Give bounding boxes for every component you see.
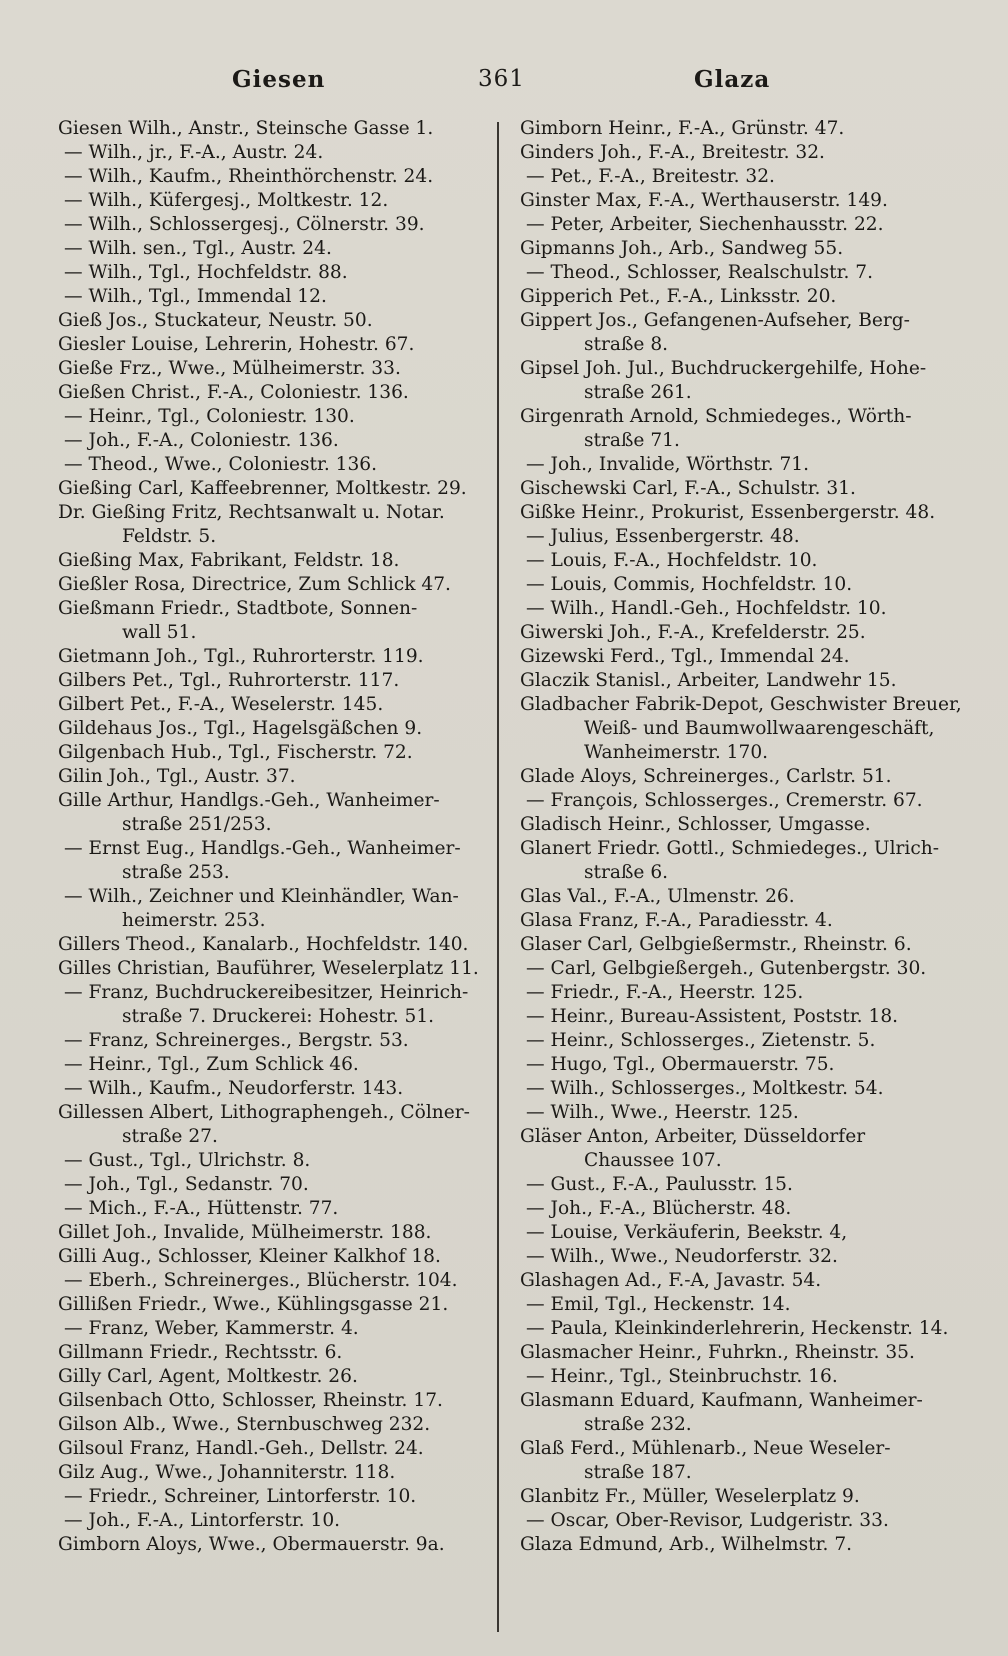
directory-entry-line: Gilles Christian, Bauführer, Weselerplatz 11. <box>58 958 479 979</box>
directory-entry-line: — Wilh., Handl.-Geh., Hochfeldstr. 10. <box>526 598 887 619</box>
directory-entry-line: Ginders Joh., F.-A., Breitestr. 32. <box>520 142 825 163</box>
directory-entry-line: Ginster Max, F.-A., Werthauserstr. 149. <box>520 190 888 211</box>
directory-entry-line: straße 7. Druckerei: Hohestr. 51. <box>122 1006 435 1027</box>
directory-entry-line: Gimborn Aloys, Wwe., Obermauerstr. 9a. <box>58 1534 445 1555</box>
directory-entry-line: straße 251/253. <box>122 814 272 835</box>
directory-entry-line: Glas Val., F.-A., Ulmenstr. 26. <box>520 886 795 907</box>
directory-entry-line: Giesen Wilh., Anstr., Steinsche Gasse 1. <box>58 118 434 139</box>
directory-entry-line: straße 6. <box>584 862 669 883</box>
directory-entry-line: Gilin Joh., Tgl., Austr. 37. <box>58 766 296 787</box>
directory-entry-line: — Wilh., Wwe., Neudorferstr. 32. <box>526 1246 838 1267</box>
directory-entry-line: — Louis, Commis, Hochfeldstr. 10. <box>526 574 853 595</box>
directory-entry-line: — Heinr., Tgl., Coloniestr. 130. <box>64 406 355 427</box>
directory-entry-line: — Carl, Gelbgießergeh., Gutenbergstr. 30. <box>526 958 927 979</box>
directory-entry-line: Gildehaus Jos., Tgl., Hagelsgäßchen 9. <box>58 718 423 739</box>
directory-entry-line: Glade Aloys, Schreinerges., Carlstr. 51. <box>520 766 892 787</box>
directory-entry-line: Gipmanns Joh., Arb., Sandweg 55. <box>520 238 844 259</box>
directory-entry-line: Glasmann Eduard, Kaufmann, Wanheimer- <box>520 1390 923 1411</box>
directory-entry-line: Gilsenbach Otto, Schlosser, Rheinstr. 17. <box>58 1390 443 1411</box>
directory-entry-line: Gillet Joh., Invalide, Mülheimerstr. 188. <box>58 1222 432 1243</box>
directory-entry-line: Gilgenbach Hub., Tgl., Fischerstr. 72. <box>58 742 413 763</box>
directory-entry-line: Gießmann Friedr., Stadtbote, Sonnen- <box>58 598 418 619</box>
directory-entry-line: — Gust., Tgl., Ulrichstr. 8. <box>64 1150 311 1171</box>
directory-entry-line: wall 51. <box>122 622 197 643</box>
directory-entry-line: Gilly Carl, Agent, Moltkestr. 26. <box>58 1366 358 1387</box>
directory-entry-line: — François, Schlosserges., Cremerstr. 67. <box>526 790 923 811</box>
directory-entry-line: — Gust., F.-A., Paulusstr. 15. <box>526 1174 793 1195</box>
directory-entry-line: Dr. Gießing Fritz, Rechtsanwalt u. Notar. <box>58 502 445 523</box>
directory-entry-line: Wanheimerstr. 170. <box>584 742 769 763</box>
directory-entry-line: Feldstr. 5. <box>122 526 217 547</box>
directory-entry-line: — Heinr., Schlosserges., Zietenstr. 5. <box>526 1030 876 1051</box>
directory-entry-line: Glanert Friedr. Gottl., Schmiedeges., Ulrich- <box>520 838 940 859</box>
directory-entry-line: Glaser Carl, Gelbgießermstr., Rheinstr. 6. <box>520 934 912 955</box>
directory-entry-line: Gilbert Pet., F.-A., Weselerstr. 145. <box>58 694 384 715</box>
directory-entry-line: — Pet., F.-A., Breitestr. 32. <box>526 166 775 187</box>
directory-entry-line: Glaß Ferd., Mühlenarb., Neue Weseler- <box>520 1438 891 1459</box>
directory-entry-line: — Ernst Eug., Handlgs.-Geh., Wanheimer- <box>64 838 461 859</box>
directory-entry-line: Gille Arthur, Handlgs.-Geh., Wanheimer- <box>58 790 440 811</box>
left-column <box>58 117 490 1557</box>
directory-entry-line: — Hugo, Tgl., Obermauerstr. 75. <box>526 1054 835 1075</box>
directory-entry-line: Gilsoul Franz, Handl.-Geh., Dellstr. 24. <box>58 1438 424 1459</box>
directory-entry-line: Gieße Frz., Wwe., Mülheimerstr. 33. <box>58 358 401 379</box>
directory-entry-line: — Theod., Wwe., Coloniestr. 136. <box>64 454 378 475</box>
directory-entry-line: straße 8. <box>584 334 669 355</box>
directory-entry-line: Gilli Aug., Schlosser, Kleiner Kalkhof 18. <box>58 1246 441 1267</box>
directory-entry-line: Gipperich Pet., F.-A., Linksstr. 20. <box>520 286 837 307</box>
directory-entry-line: — Louis, F.-A., Hochfeldstr. 10. <box>526 550 818 571</box>
directory-entry-line: straße 71. <box>584 430 680 451</box>
directory-entry-line: — Paula, Kleinkinderlehrerin, Heckenstr. 14. <box>526 1318 949 1339</box>
directory-entry-line: — Heinr., Tgl., Zum Schlick 46. <box>64 1054 359 1075</box>
directory-entry-line: — Heinr., Tgl., Steinbruchstr. 16. <box>526 1366 838 1387</box>
directory-entry-line: Glasa Franz, F.-A., Paradiesstr. 4. <box>520 910 833 931</box>
right-column <box>520 117 970 1557</box>
directory-entry-line: Weiß- und Baumwollwaarengeschäft, <box>584 718 935 739</box>
directory-entry-line: Gillers Theod., Kanalarb., Hochfeldstr. 140. <box>58 934 469 955</box>
directory-entry-line: straße 27. <box>122 1126 218 1147</box>
directory-entry-line: — Joh., Tgl., Sedanstr. 70. <box>64 1174 309 1195</box>
directory-entry-line: Gladisch Heinr., Schlosser, Umgasse. <box>520 814 871 835</box>
directory-entry-line: Glanbitz Fr., Müller, Weselerplatz 9. <box>520 1486 860 1507</box>
directory-entry-line: — Julius, Essenbergerstr. 48. <box>526 526 800 547</box>
directory-entry-line: Gipsel Joh. Jul., Buchdruckergehilfe, Hohe- <box>520 358 927 379</box>
directory-entry-line: — Wilh., Tgl., Immendal 12. <box>64 286 327 307</box>
directory-entry-line: Gilbers Pet., Tgl., Ruhrorterstr. 117. <box>58 670 400 691</box>
column-divider <box>497 122 499 1632</box>
directory-entry-line: — Friedr., Schreiner, Lintorferstr. 10. <box>64 1486 417 1507</box>
directory-entry-line: — Louise, Verkäuferin, Beekstr. 4, <box>526 1222 848 1243</box>
directory-entry-line: — Wilh., Kaufm., Neudorferstr. 143. <box>64 1078 404 1099</box>
directory-entry-line: — Joh., Invalide, Wörthstr. 71. <box>526 454 810 475</box>
directory-entry-line: straße 232. <box>584 1414 692 1435</box>
directory-entry-line: heimerstr. 253. <box>122 910 266 931</box>
directory-entry-line: Gillessen Albert, Lithographengeh., Cölner- <box>58 1102 470 1123</box>
directory-entry-line: straße 261. <box>584 382 692 403</box>
directory-entry-line: — Friedr., F.-A., Heerstr. 125. <box>526 982 804 1003</box>
directory-entry-line: Gießler Rosa, Directrice, Zum Schlick 47. <box>58 574 451 595</box>
directory-entry-line: Gizewski Ferd., Tgl., Immendal 24. <box>520 646 850 667</box>
directory-entry-line: Glaza Edmund, Arb., Wilhelmstr. 7. <box>520 1534 853 1555</box>
directory-entry-line: Gieß Jos., Stuckateur, Neustr. 50. <box>58 310 373 331</box>
directory-entry-line: — Emil, Tgl., Heckenstr. 14. <box>526 1294 791 1315</box>
directory-entry-line: Gilson Alb., Wwe., Sternbuschweg 232. <box>58 1414 431 1435</box>
directory-entry-line: Gimborn Heinr., F.-A., Grünstr. 47. <box>520 118 845 139</box>
directory-entry-line: — Wilh., Schlossergesj., Cölnerstr. 39. <box>64 214 425 235</box>
directory-entry-line: — Wilh., Schlosserges., Moltkestr. 54. <box>526 1078 884 1099</box>
directory-entry-line: — Joh., F.-A., Coloniestr. 136. <box>64 430 339 451</box>
directory-entry-line: — Wilh., Küfergesj., Moltkestr. 12. <box>64 190 389 211</box>
directory-entry-line: Gilz Aug., Wwe., Johanniterstr. 118. <box>58 1462 396 1483</box>
directory-entry-line: — Franz, Weber, Kammerstr. 4. <box>64 1318 359 1339</box>
directory-entry-line: — Wilh., jr., F.-A., Austr. 24. <box>64 142 324 163</box>
page-number: 361 <box>478 66 525 92</box>
directory-entry-line: Glasmacher Heinr., Fuhrkn., Rheinstr. 35. <box>520 1342 915 1363</box>
directory-entry-line: — Franz, Buchdruckereibesitzer, Heinrich- <box>64 982 469 1003</box>
directory-entry-line: — Heinr., Bureau-Assistent, Poststr. 18. <box>526 1006 899 1027</box>
header-right-keyword: Glaza <box>694 66 771 93</box>
directory-entry-line: — Joh., F.-A., Lintorferstr. 10. <box>64 1510 341 1531</box>
directory-entry-line: Glashagen Ad., F.-A, Javastr. 54. <box>520 1270 822 1291</box>
directory-entry-line: Chaussee 107. <box>584 1150 722 1171</box>
directory-entry-line: — Theod., Schlosser, Realschulstr. 7. <box>526 262 874 283</box>
directory-entry-line: Gläser Anton, Arbeiter, Düsseldorfer <box>520 1126 866 1147</box>
directory-entry-line: Giwerski Joh., F.-A., Krefelderstr. 25. <box>520 622 866 643</box>
header-left-keyword: Giesen <box>232 66 326 93</box>
directory-entry-line: — Eberh., Schreinerges., Blücherstr. 104. <box>64 1270 458 1291</box>
directory-entry-line: Gißke Heinr., Prokurist, Essenbergerstr. 48. <box>520 502 936 523</box>
directory-entry-line: Gießen Christ., F.-A., Coloniestr. 136. <box>58 382 409 403</box>
directory-entry-line: Gießing Max, Fabrikant, Feldstr. 18. <box>58 550 400 571</box>
directory-entry-line: Girgenrath Arnold, Schmiedeges., Wörth- <box>520 406 912 427</box>
directory-entry-line: — Wilh., Tgl., Hochfeldstr. 88. <box>64 262 348 283</box>
directory-entry-line: — Wilh., Kaufm., Rheinthörchenstr. 24. <box>64 166 434 187</box>
directory-entry-line: — Peter, Arbeiter, Siechenhausstr. 22. <box>526 214 884 235</box>
directory-entry-line: Gillmann Friedr., Rechtsstr. 6. <box>58 1342 343 1363</box>
directory-entry-line: Gischewski Carl, F.-A., Schulstr. 31. <box>520 478 856 499</box>
directory-entry-line: Gladbacher Fabrik-Depot, Geschwister Breuer, <box>520 694 962 715</box>
directory-entry-line: — Wilh., Wwe., Heerstr. 125. <box>526 1102 799 1123</box>
directory-entry-line: Gießing Carl, Kaffeebrenner, Moltkestr. 29. <box>58 478 467 499</box>
directory-entry-line: — Mich., F.-A., Hüttenstr. 77. <box>64 1198 339 1219</box>
directory-entry-line: — Oscar, Ober-Revisor, Ludgeristr. 33. <box>526 1510 889 1531</box>
directory-entry-line: — Wilh. sen., Tgl., Austr. 24. <box>64 238 332 259</box>
directory-entry-line: Glaczik Stanisl., Arbeiter, Landwehr 15. <box>520 670 897 691</box>
directory-entry-line: Gippert Jos., Gefangenen-Aufseher, Berg- <box>520 310 910 331</box>
directory-entry-line: Giesler Louise, Lehrerin, Hohestr. 67. <box>58 334 415 355</box>
directory-entry-line: — Joh., F.-A., Blücherstr. 48. <box>526 1198 792 1219</box>
directory-entry-line: straße 253. <box>122 862 230 883</box>
directory-entry-line: Gietmann Joh., Tgl., Ruhrorterstr. 119. <box>58 646 424 667</box>
directory-entry-line: — Wilh., Zeichner und Kleinhändler, Wan- <box>64 886 459 907</box>
directory-entry-line: — Franz, Schreinerges., Bergstr. 53. <box>64 1030 409 1051</box>
directory-entry-line: straße 187. <box>584 1462 692 1483</box>
directory-entry-line: Gillißen Friedr., Wwe., Kühlingsgasse 21. <box>58 1294 449 1315</box>
